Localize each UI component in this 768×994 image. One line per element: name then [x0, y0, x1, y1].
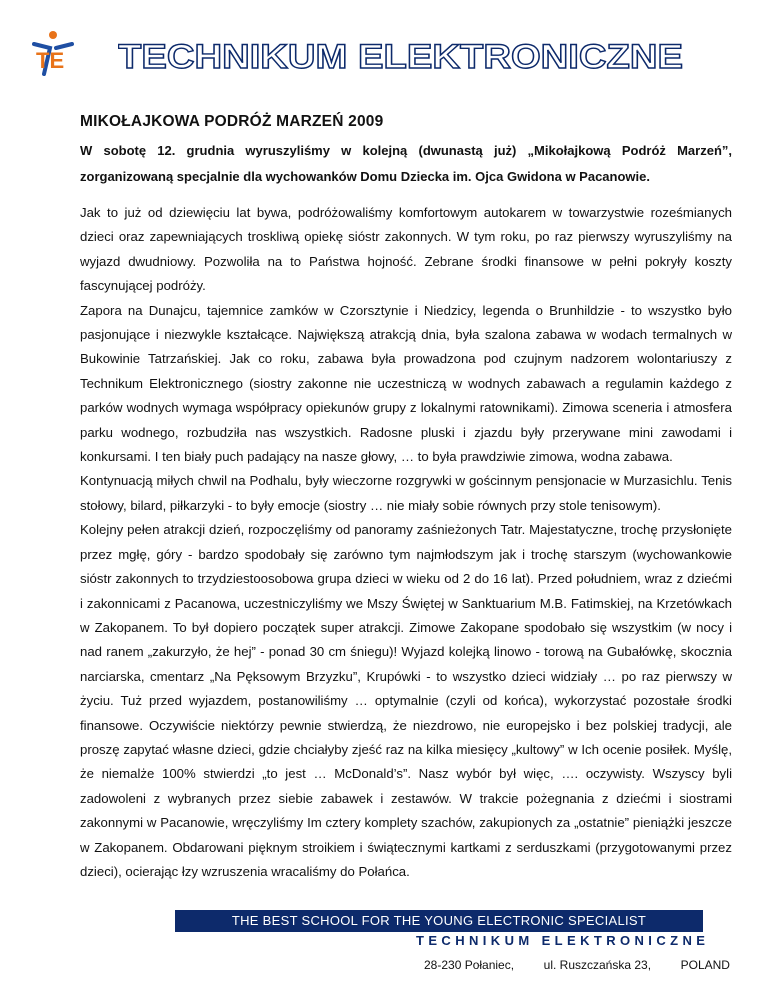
school-logo [28, 30, 78, 80]
article-paragraph: Jak to już od dziewięciu lat bywa, podróżowaliśmy komfortowym autokarem w towarzystwie roześmianych dzieci oraz zapewniających troskliwą opiekę sióstr zakonnych. W tym roku, po raz pierwszy wyruszyliśmy na wyjazd dwudniowy. Pozwoliła na to Państwa hojność. Zebrane środki finansowe w pełni pokryły koszty fascynującej podróży. [80, 205, 732, 294]
article-title: MIKOŁAJKOWA PODRÓŻ MARZEŃ 2009 [80, 113, 384, 130]
brand-title [118, 36, 688, 76]
footer-address [424, 957, 730, 973]
article-paragraph: Zapora na Dunajcu, tajemnice zamków w Czorsztynie i Niedzicy, legenda o Brunhildzie - to wszystko było pasjonujące i niezwykle kształcące. Największą atrakcją dnia, była szalona zabawa w wodach termalnych w Bukowinie Tatrzańskiej. Jak co roku, zabawa była prowadzona pod czujnym nadzorem wolontariuszy z Technikum Elektronicznego (siostry zakonne nie uczestniczą w wodnych zabawach a regulamin każdego z parków wodnych wymaga współpracy opiekunów grupy z lokalnymi ratownikami). Zimowa sceneria i atmosfera parku wodnego, rozbudziła nas wszystkich. Radosne pluski i zjazdu były przerywane mini zawodami i konkursami. I ten biały puch padający na nasze głowy, … to była prawdziwie zimowa, wodna zabawa. [80, 302, 732, 465]
article-intro: W sobotę 12. grudnia wyruszyliśmy w kolejną (dwunastą już) „Mikołajkową Podróż Marzeń”, zorganizowaną specjalnie dla wychowanków Domu Dziecka im. Ojca Gwidona w Pacanowie. [80, 143, 732, 184]
address-street: ul. Ruszczańska 23, [543, 958, 652, 972]
logo-head-icon [49, 31, 57, 39]
brand-title-text: TECHNIKUM ELEKTRONICZNE [118, 38, 683, 76]
logo-text: TE [36, 48, 65, 73]
footer-brand: TECHNIKUM ELEKTRONICZNE [416, 933, 710, 948]
article-paragraph: Kontynuacją miłych chwil na Podhalu, były wieczorne rozgrywki w gościnnym pensjonacie w Murzasichlu. Tenis stołowy, bilard, piłkarzyki - to były emocje (siostry … nie miały sobie równych przy stole tenisowym). [80, 473, 732, 513]
article-body [80, 201, 732, 884]
address-country: POLAND [680, 958, 730, 972]
article-paragraph: Kolejny pełen atrakcji dzień, rozpoczęliśmy od panoramy zaśnieżonych Tatr. Majestatyczne, trochę przysłonięte przez mgłę, góry - bardzo spodobały się zarówno tym najmłodszym jak i trochę starszym (wychowankowie sióstr zakonnych to trzydziestoosobowa grupa dzieci w wieku od 2 do 16 lat). Przed południem, wraz z dziećmi i zakonnicami z Pacanowa, uczestniczyliśmy we Mszy Świętej w Sanktuarium M.B. Fatimskiej, na Krzetówkach w Zakopanem. To był dopiero początek super atrakcji. Zimowe Zakopane spodobało się wszystkim (w nocy i nad ranem „zakurzyło, że hej” - ponad 30 cm śniegu)! Wyjazd kolejką linowo - torową na Gubałówkę, skocznia narciarska, cmentarz „Na Pęksowym Brzyzku”, Krupówki - to wszystko dzieci widziały … po raz pierwszy w życiu. Tuż przed wyjazdem, postanowiliśmy … optymalnie (czyli od końca), wykorzystać pozostałe środki finansowe. Oczywiście niektórzy pewnie stwierdzą, że niezdrowo, nie europejsko i bez polskiej tradycji, ale proszę zapytać własne dzieci, gdzie chciałyby zjeść raz na kilka miesięcy „kultowy” w Ich ocenie posiłek. Myślę, że niemalże 100% stwierdzi „to jest … McDonald’s”. Nasz wybór był więc, …. oczywisty. Wszyscy byli zadowoleni z wybranych przez siebie zabawek i zestawów. W trakcie pożegnania z dziećmi i siostrami zakonnymi w Pacanowie, wręczyliśmy Im cztery komplety szachów, zakupionych za „ostatnie” pieniążki jeszcze w Zakopanem. Obdarowani pięknym stroikiem i świątecznymi kartkami z serduszkami (przygotowanymi przez dzieci), ocierając łzy wzruszenia wracaliśmy do Połańca. [80, 522, 732, 879]
footer-slogan: THE BEST SCHOOL FOR THE YOUNG ELECTRONIC SPECIALIST [175, 910, 703, 932]
address-postal: 28-230 Połaniec, [424, 958, 515, 972]
